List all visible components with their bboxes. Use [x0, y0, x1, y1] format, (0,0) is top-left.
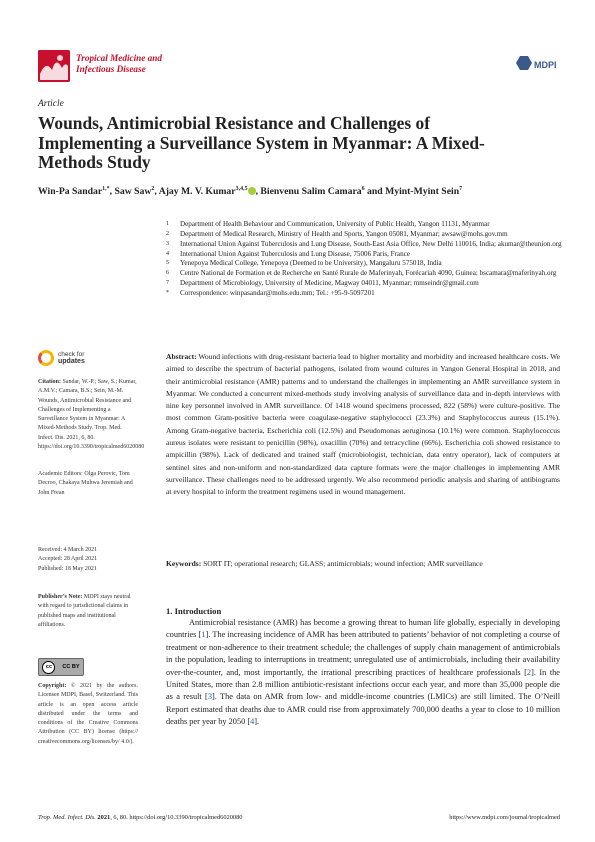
abstract-text: Wound infections with drug-resistant bacteria lead to higher mortality and morbidity and increased healthcare costs. We aimed to describe the spectrum of bacterial pathogens, isolated from wound cultures in Yangon General Hospital in 2018, and their antimicrobial resistance (AMR) patterns and to understand the challenges in implementing an AMR surveillance system in Myanmar. We conducted a concurrent mixed-methods study involving analysis of surveillance data and in-depth interviews with nine key personnel involved in AMR surveillance. Of 1418 wound specimens processed, 822 (58%) were culture-positive. The most common Gram-positive bacteria were coagulase-negative staphylococci (23.3%) and Staphylococcus aureus (15.1%). Among Gram-negative bacteria, Escherichia coli (12.5%) and Pseudomonas aeruginosa (10.1%) were common. Staphylococcus aureus isolates were resistant to penicillin (98%), oxacillin (70%) and tetracycline (66%). Escherichia coli showed resistance to ampicillin (98%). Lack of dedicated and trained staff (microbiologist, technician, data entry operator), lack of computers at sentinel sites and non-uniform and non-standardized data capture formats were the major challenges in implementing AMR surveillance. These challenges need to be addressed urgently. We also recommend periodic analysis and sharing of antibiograms at every hospital to inform the treatment regimens used in wound management.: [166, 352, 560, 497]
abstract-label: Abstract:: [166, 352, 197, 361]
cc-by-text: CC BY: [62, 663, 80, 670]
affiliation-text: Department of Medical Research, Ministry of Health and Sports, Yangon 05081, Myanmar; awsaw@mohs.gov.mm: [180, 229, 508, 238]
affiliation-item: [166, 220, 566, 230]
published-date: Published: 18 May 2021: [38, 565, 97, 572]
intro-text: ].: [254, 717, 260, 727]
footer-citation: [38, 814, 243, 821]
author-name: Ajay M. V. Kumar: [158, 186, 236, 198]
affiliation-item: [166, 279, 566, 289]
affiliation-text: Yenepoya Medical College, Yenepoya (Deemed to be University), Mangaluru 575018, India: [180, 259, 442, 268]
journal-name-line2: Infectious Disease: [76, 64, 146, 74]
mdpi-logo-text: MDPI: [534, 60, 556, 70]
affiliation-item: [166, 259, 566, 269]
citation-text: Sandar, W.-P.; Saw, S.; Kumar, A.M.V.; Camara, B.S.; Sein, M.-M. Wounds, Antimicrobial Resistance and Challenges of Implementing a Surveillance System in Myanmar: A Mixed-Methods Study. Trop. Med. Infect. Dis. 2021, 6, 80. https://doi.org/10.3390/tropicalmed6020080: [38, 379, 145, 451]
check-updates-line1: check for: [58, 351, 85, 358]
author-name: Myint-Myint Sein: [385, 186, 460, 198]
copyright-label: Copyright:: [38, 683, 67, 689]
copyright-text: © 2021 by the authors. Licensee MDPI, Basel, Switzerland. This article is an open access article distributed under the terms and conditions of the Creative Commons Attribution (CC BY) license (https:// creativecommons.org/licenses/by/ 4.0/).: [38, 683, 139, 745]
author-affil-sup: 6: [361, 186, 365, 192]
author-affil-sup: 3,4,5: [235, 186, 248, 192]
journal-name: [76, 53, 162, 75]
cc-circle-icon: cc: [42, 661, 55, 674]
affiliation-item: [166, 230, 566, 240]
orcid-icon[interactable]: [248, 187, 256, 195]
affiliation-item: [166, 240, 566, 250]
article-type: Article: [38, 99, 64, 109]
academic-editors: Academic Editors: Olga Perovic, Tom Decroo, Chakaya Muhwa Jeremiah and John Frean: [38, 471, 133, 496]
publication-dates: [38, 546, 138, 574]
accepted-date: Accepted: 28 April 2021: [38, 556, 98, 563]
keywords: [166, 558, 560, 570]
received-date: Received: 4 March 2021: [38, 547, 98, 553]
affiliation-number: 6: [166, 270, 169, 277]
citation-label: Citation:: [38, 379, 61, 385]
footer-journal-abbrev: Trop. Med. Infect. Dis.: [38, 814, 96, 821]
journal-logo: [38, 50, 70, 82]
affiliation-item: [166, 250, 566, 260]
publisher-note-text: MDPI stays neutral with regard to jurisdictional claims in published maps and institutional affiliations.: [38, 594, 131, 628]
affiliation-text: Department of Health Behaviour and Communication, University of Public Health, Yangon 11131, Myanmar: [180, 220, 490, 228]
intro-text: ]. In the United States, more than 2.8 million antibiotic-resistant infections occur each year, and more than 35,000 people die as a result [: [166, 667, 560, 702]
affiliation-number: 4: [166, 250, 169, 257]
affiliation-text: International Union Against Tuberculosis and Lung Disease, 75006 Paris, France: [180, 249, 410, 258]
author-name: Win-Pa Sandar: [38, 186, 103, 198]
affiliation-number: 3: [166, 240, 169, 247]
footer-journal-url[interactable]: https://www.mdpi.com/journal/tropicalmed: [449, 814, 560, 821]
correspondence-item: [166, 289, 566, 299]
citation-link[interactable]: 1: [201, 630, 206, 640]
author-affil-sup: 1,*: [102, 186, 110, 192]
intro-text: Antimicrobial resistance (AMR) has become a growing threat to human life globally, especially in developing countries [: [166, 618, 560, 640]
footer-year: 2021: [97, 814, 111, 821]
affiliation-number: *: [166, 289, 169, 296]
keywords-text: SORT IT; operational research; GLASS; antimicrobials; wound infection; AMR surveillance: [203, 559, 483, 568]
affiliation-text: Correspondence: winpasandar@mohs.edu.mm; Tel.: +95-9-5097201: [180, 288, 375, 297]
affiliation-number: 5: [166, 260, 169, 267]
affiliation-number: 1: [166, 221, 169, 227]
cc-license-icon[interactable]: [38, 658, 84, 676]
citation-link[interactable]: 3: [207, 692, 212, 702]
journal-name-line1: Tropical Medicine and: [76, 53, 162, 63]
keywords-label: Keywords:: [166, 559, 202, 568]
abstract: [166, 351, 560, 499]
publisher-note: [38, 593, 138, 630]
copyright-block: [38, 682, 138, 747]
affiliation-text: Department of Microbiology, University of Medicine, Magway 04011, Myanmar; mmseindr@gmail.com: [180, 279, 479, 288]
check-updates-line2: updates: [58, 358, 85, 365]
author-name: Saw Saw: [114, 186, 152, 198]
check-updates-icon: [38, 350, 54, 366]
intro-text: ]. The data on AMR from low- and middle-income countries (LMICs) are still limited. The O’Neill Report estimated that deaths due to AMR could rise from approximately 700,000 deaths a year to close to 10 million deaths per year by 2050 [: [166, 692, 560, 727]
affiliation-item: [166, 269, 566, 279]
article-title: Wounds, Antimicrobial Resistance and Challenges of Implementing a Surveillance System in Myanmar: A Mixed-Methods Study: [38, 113, 485, 172]
affiliation-list: [166, 220, 566, 299]
author-affil-sup: 7: [459, 186, 463, 192]
affiliation-text: Centre National de Formation et de Recherche en Santé Rurale de Maferinyah, Forécariah 4090, Guinea; bscamara@maferinyah.org: [180, 269, 557, 278]
author-affil-sup: 2: [151, 186, 155, 192]
affiliation-number: 2: [166, 230, 169, 237]
check-for-updates-button[interactable]: [38, 350, 85, 366]
citation-block: [38, 378, 145, 452]
citation-link[interactable]: 4: [250, 717, 255, 727]
citation-link[interactable]: 2: [526, 667, 532, 677]
introduction-paragraph: [166, 617, 560, 729]
author-name: Bienvenu Salim Camara: [260, 186, 362, 198]
section-heading-introduction: 1. Introduction: [166, 606, 222, 616]
footer-doi[interactable]: , 6, 80. https://doi.org/10.3390/tropicalmed6020080: [110, 814, 243, 821]
mdpi-logo: [516, 55, 556, 75]
affiliation-text: International Union Against Tuberculosis and Lung Disease, South-East Asia Office, New Delhi 110016, India; akumar@theunion.org: [180, 239, 562, 248]
affiliation-number: 7: [166, 280, 169, 287]
author-list: Win-Pa Sandar$^{1,*}$, Saw Saw$^2$, Ajay M. V. Kumar$^{3,4,5}$ , Bienvenu Salim Camara$^6$ and Myint-Myint Sein$^7$: [38, 186, 463, 198]
intro-text: ]. The increasing incidence of AMR has been attributed to patients’ behavior of not completing a course of treatment or non-adherence to their treatment schedule; the challenges of supply chain management of antimicrobials in the population, leading to interruptions in treatment; unregulated use of antimicrobials, including their availability over-the-counter, and, most importantly, the irrational prescribing practices of healthcare professionals [: [166, 630, 561, 677]
publisher-note-label: Publisher’s Note:: [38, 594, 83, 600]
